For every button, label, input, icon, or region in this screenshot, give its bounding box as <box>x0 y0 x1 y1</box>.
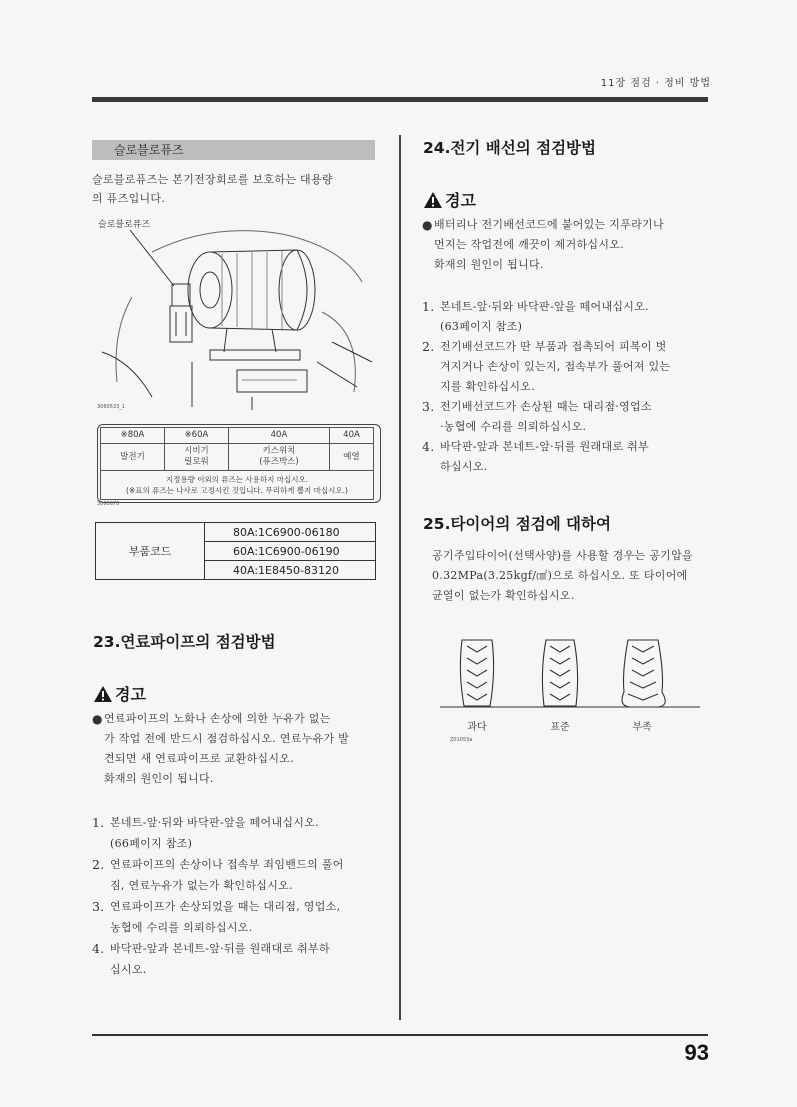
table-code: 3060678 <box>97 501 120 507</box>
desc-line: 균열이 없는가 확인하십시오. <box>432 589 575 602</box>
step-line: 전기배선코드가 딴 부품과 접촉되어 피복이 벗 <box>440 340 667 353</box>
step-line: 전기배선코드가 손상된 때는 대리점·영업소 <box>440 400 652 413</box>
parts-label: 부품코드 <box>96 523 205 580</box>
step-number: 3. <box>92 899 105 914</box>
chapter-header: 11장 점검 · 정비 방법 <box>600 78 711 89</box>
warning-line: 먼지는 작업전에 깨끗이 제거하십시오. <box>434 238 625 251</box>
fuse-figure-label: 슬로블로퓨즈 <box>98 220 151 230</box>
cell-line: (퓨즈박스) <box>259 457 299 467</box>
list-item <box>92 938 392 980</box>
step-line: 바닥판-앞과 본네트-앞·뒤를 원래대로 취부 <box>440 440 649 453</box>
tire-pressure-illustration <box>440 632 700 722</box>
step-line: 본네트-앞·뒤와 바닥판-앞을 떼어내십시오. <box>110 816 319 829</box>
warning-bullet <box>92 709 392 789</box>
parts-code: 80A:1C6900-06180 <box>205 523 376 542</box>
warning-line: 견되면 새 연료파이프로 교환하십시오. <box>104 752 295 765</box>
warning-heading <box>93 682 146 705</box>
table-cell: ※80A <box>101 428 165 444</box>
fuse-spec-box <box>97 424 381 503</box>
table-cell: ※60A <box>164 428 228 444</box>
fuse-desc-line: 슬로블로퓨즈는 본기전장회로를 보호하는 대용량 <box>92 173 333 186</box>
fuse-spec-table <box>100 427 374 500</box>
step-number: 1. <box>92 815 105 830</box>
step-line: 연료파이프의 손상이나 접속부 죄임밴드의 풀어 <box>110 858 344 871</box>
column-divider <box>399 135 401 1020</box>
step-line: 십시오. <box>110 963 147 976</box>
table-row <box>101 428 374 444</box>
note-line: (※표의 퓨즈는 나사로 고정시킨 것입니다. 무리하게 뽑지 마십시오.) <box>126 486 348 495</box>
cell-line: 릴로워 <box>184 457 209 467</box>
fuse-figure <box>92 212 382 412</box>
step-line: (63페이지 참조) <box>440 320 523 333</box>
page-number: 93 <box>684 1040 709 1065</box>
list-item <box>422 337 712 397</box>
footer-rule <box>92 1034 708 1036</box>
table-cell: 발전기 <box>101 444 165 471</box>
warning-heading <box>423 188 476 211</box>
tire-figure-code: Z01053a <box>450 737 473 743</box>
parts-code: 40A:1E8450-83120 <box>205 561 376 580</box>
step-line: 하십시오. <box>440 460 488 473</box>
table-row <box>101 444 374 471</box>
header-bar <box>92 97 708 102</box>
warning-text <box>92 709 392 789</box>
desc-line: 공기주입타이어(선택사양)를 사용할 경우는 공기압을 <box>432 549 693 562</box>
step-line: 연료파이프가 손상되었을 때는 대리점, 영업소, <box>110 900 341 913</box>
tire-figure <box>440 632 700 722</box>
table-cell: 40A <box>228 428 329 444</box>
list-item <box>92 896 392 938</box>
bullet-icon: ● <box>92 712 103 726</box>
table-cell <box>164 444 228 471</box>
step-number: 2. <box>92 857 105 872</box>
cell-line: 시비기 <box>184 446 209 456</box>
tire-label-over: 과다 <box>467 722 487 733</box>
parts-code: 60A:1C6900-06190 <box>205 542 376 561</box>
section-25-title: 25.타이어의 점검에 대하여 <box>423 515 611 533</box>
warning-icon <box>423 191 443 209</box>
step-number: 4. <box>92 941 105 956</box>
table-cell <box>228 444 329 471</box>
section-23-steps <box>92 812 392 980</box>
step-line: 본네트-앞·뒤와 바닥판-앞을 떼어내십시오. <box>440 300 649 313</box>
table-row <box>101 471 374 500</box>
desc-line: 0.32MPa(3.25kgf/㎠)으로 하십시오. 또 타이어에 <box>432 569 688 582</box>
engine-illustration <box>92 212 382 412</box>
warning-line: 화재의 원인이 됩니다. <box>434 258 544 271</box>
parts-code-table <box>95 522 376 580</box>
step-number: 2. <box>422 339 435 354</box>
step-line: 농협에 수리를 의뢰하십시오. <box>110 921 253 934</box>
warning-bullet <box>422 215 712 275</box>
note-line: 지정용량 이외의 퓨즈는 사용하지 마십시오. <box>165 475 309 484</box>
warning-line: 연료파이프의 노화나 손상에 의한 누유가 없는 <box>104 712 331 725</box>
tire-description <box>432 546 722 606</box>
tire-label-low: 부족 <box>632 722 652 733</box>
warning-title: 경고 <box>115 685 146 704</box>
list-item <box>422 437 712 477</box>
step-line: 바닥판-앞과 본네트-앞·뒤를 원래대로 취부하 <box>110 942 330 955</box>
warning-icon <box>93 685 113 703</box>
cell-line: 키스위치 <box>262 446 296 456</box>
step-number: 1. <box>422 299 435 314</box>
warning-title: 경고 <box>445 191 476 210</box>
step-line: (66페이지 참조) <box>110 837 193 850</box>
list-item <box>422 297 712 337</box>
step-line: 지를 확인하십시오. <box>440 380 536 393</box>
table-cell: 40A <box>329 428 373 444</box>
fuse-description <box>92 170 382 208</box>
section-24-steps <box>422 297 712 477</box>
list-item <box>422 397 712 437</box>
figure-code: 3060533_1 <box>97 404 125 410</box>
table-note <box>101 471 374 500</box>
step-number: 3. <box>422 399 435 414</box>
tire-label-standard: 표준 <box>550 722 570 733</box>
fuse-desc-line: 의 퓨즈입니다. <box>92 192 166 205</box>
table-cell: 예열 <box>329 444 373 471</box>
warning-line: 화재의 원인이 됩니다. <box>104 772 214 785</box>
step-line: 겨지거나 손상이 있는지, 접속부가 풀어져 있는 <box>440 360 671 373</box>
step-line: ·농협에 수리를 의뢰하십시오. <box>440 420 587 433</box>
warning-text <box>422 215 712 275</box>
section-24-title: 24.전기 배선의 점검방법 <box>423 139 597 157</box>
step-number: 4. <box>422 439 435 454</box>
section-23-title: 23.연료파이프의 점검방법 <box>93 633 276 651</box>
warning-line: 가 작업 전에 반드시 점검하십시오. 연료누유가 발 <box>104 732 350 745</box>
list-item <box>92 854 392 896</box>
table-row <box>96 523 376 542</box>
warning-line: 배터리나 전기배선코드에 붙어있는 지푸라기나 <box>434 218 664 231</box>
fuse-heading: 슬로블로퓨즈 <box>92 140 375 160</box>
bullet-icon: ● <box>422 218 433 232</box>
list-item <box>92 812 392 854</box>
step-line: 짐, 연료누유가 없는가 확인하십시오. <box>110 879 293 892</box>
